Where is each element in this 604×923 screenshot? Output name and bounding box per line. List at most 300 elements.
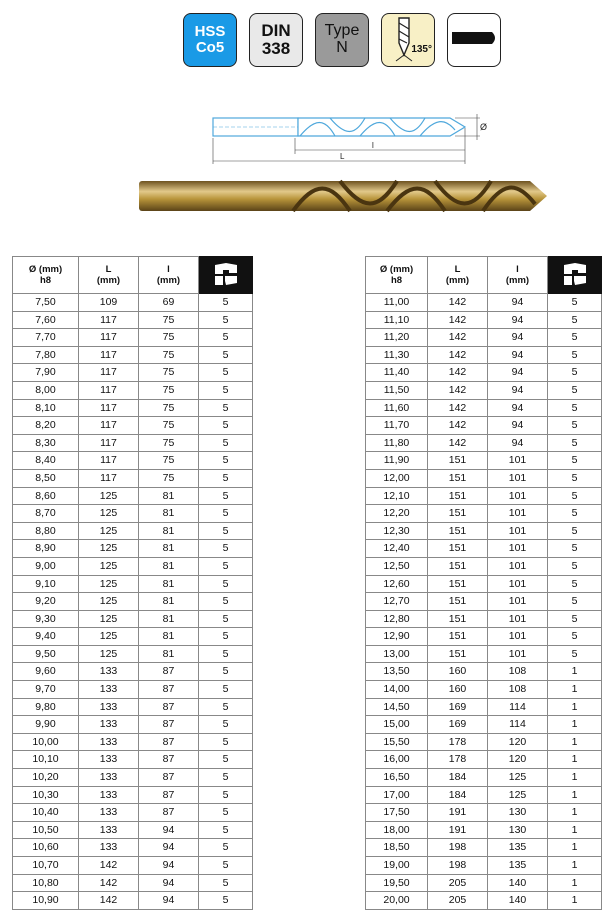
package-qty-cell: 5 bbox=[199, 452, 253, 470]
diameter-cell: 11,00 bbox=[366, 294, 428, 312]
total-length-cell: 125 bbox=[79, 557, 139, 575]
total-length-cell: 125 bbox=[79, 575, 139, 593]
table-row bbox=[13, 311, 253, 329]
package-qty-cell: 5 bbox=[199, 892, 253, 910]
flute-length-cell: 120 bbox=[488, 733, 548, 751]
total-length-header: L (mm) bbox=[428, 257, 488, 294]
diameter-cell: 11,60 bbox=[366, 399, 428, 417]
table-row bbox=[366, 663, 602, 681]
flute-length-cell: 101 bbox=[488, 645, 548, 663]
package-qty-cell: 5 bbox=[199, 505, 253, 523]
package-qty-cell: 5 bbox=[548, 593, 602, 611]
package-header bbox=[199, 257, 253, 294]
table-row bbox=[366, 892, 602, 910]
package-qty-cell: 5 bbox=[199, 681, 253, 699]
diameter-cell: 8,40 bbox=[13, 452, 79, 470]
total-length-cell: 151 bbox=[428, 628, 488, 646]
table-row bbox=[366, 733, 602, 751]
flute-length-cell: 101 bbox=[488, 610, 548, 628]
total-length-cell: 169 bbox=[428, 716, 488, 734]
total-length-cell: 151 bbox=[428, 487, 488, 505]
package-qty-cell: 5 bbox=[548, 346, 602, 364]
size-table-right bbox=[365, 256, 602, 910]
total-length-cell: 133 bbox=[79, 733, 139, 751]
material-line2: Co5 bbox=[195, 39, 225, 56]
total-length-cell: 178 bbox=[428, 733, 488, 751]
package-qty-cell: 1 bbox=[548, 874, 602, 892]
total-length-cell: 133 bbox=[79, 698, 139, 716]
package-qty-cell: 5 bbox=[548, 522, 602, 540]
table-row bbox=[13, 786, 253, 804]
table-row bbox=[366, 593, 602, 611]
flute-length-cell: 94 bbox=[139, 839, 199, 857]
table-row bbox=[366, 469, 602, 487]
diameter-cell: 9,90 bbox=[13, 716, 79, 734]
total-length-cell: 133 bbox=[79, 681, 139, 699]
flute-length-cell: 114 bbox=[488, 716, 548, 734]
diameter-cell: 11,10 bbox=[366, 311, 428, 329]
diameter-cell: 9,50 bbox=[13, 645, 79, 663]
total-length-cell: 125 bbox=[79, 628, 139, 646]
table-row bbox=[13, 540, 253, 558]
diameter-cell: 9,70 bbox=[13, 681, 79, 699]
package-qty-cell: 5 bbox=[548, 557, 602, 575]
total-length-cell: 169 bbox=[428, 698, 488, 716]
table-row bbox=[366, 645, 602, 663]
total-length-cell: 151 bbox=[428, 557, 488, 575]
total-length-cell: 117 bbox=[79, 434, 139, 452]
diameter-cell: 9,40 bbox=[13, 628, 79, 646]
total-length-cell: 133 bbox=[79, 769, 139, 787]
total-length-cell: 151 bbox=[428, 469, 488, 487]
flute-length-cell: 135 bbox=[488, 839, 548, 857]
table-header-row bbox=[366, 257, 602, 294]
flute-length-cell: 75 bbox=[139, 452, 199, 470]
diameter-cell: 12,90 bbox=[366, 628, 428, 646]
flute-length-cell: 94 bbox=[139, 874, 199, 892]
package-qty-cell: 1 bbox=[548, 769, 602, 787]
package-qty-cell: 5 bbox=[548, 575, 602, 593]
flute-length-cell: 94 bbox=[139, 857, 199, 875]
package-qty-cell: 5 bbox=[199, 804, 253, 822]
package-qty-cell: 5 bbox=[199, 294, 253, 312]
table-row bbox=[13, 751, 253, 769]
flute-length-cell: 81 bbox=[139, 575, 199, 593]
package-qty-cell: 5 bbox=[199, 434, 253, 452]
total-length-cell: 117 bbox=[79, 399, 139, 417]
diameter-cell: 8,70 bbox=[13, 505, 79, 523]
package-qty-cell: 5 bbox=[199, 311, 253, 329]
flute-length-cell: 75 bbox=[139, 399, 199, 417]
package-qty-cell: 5 bbox=[199, 593, 253, 611]
diameter-cell: 13,50 bbox=[366, 663, 428, 681]
package-qty-cell: 5 bbox=[199, 733, 253, 751]
total-length-cell: 151 bbox=[428, 575, 488, 593]
flute-length-dimension: l bbox=[372, 141, 374, 150]
package-qty-cell: 5 bbox=[199, 628, 253, 646]
diameter-cell: 12,10 bbox=[366, 487, 428, 505]
diameter-cell: 11,30 bbox=[366, 346, 428, 364]
package-qty-cell: 5 bbox=[548, 469, 602, 487]
flute-length-cell: 108 bbox=[488, 681, 548, 699]
flute-length-cell: 101 bbox=[488, 628, 548, 646]
flute-length-cell: 125 bbox=[488, 786, 548, 804]
flute-length-cell: 94 bbox=[488, 294, 548, 312]
table-row bbox=[366, 417, 602, 435]
table-row bbox=[13, 610, 253, 628]
diameter-cell: 12,30 bbox=[366, 522, 428, 540]
package-qty-cell: 1 bbox=[548, 821, 602, 839]
total-length-header: L (mm) bbox=[79, 257, 139, 294]
flute-length-cell: 81 bbox=[139, 487, 199, 505]
flute-length-cell: 87 bbox=[139, 716, 199, 734]
flute-length-cell: 81 bbox=[139, 628, 199, 646]
diameter-cell: 9,20 bbox=[13, 593, 79, 611]
package-qty-cell: 5 bbox=[199, 575, 253, 593]
diameter-cell: 9,30 bbox=[13, 610, 79, 628]
diameter-cell: 13,00 bbox=[366, 645, 428, 663]
total-length-cell: 151 bbox=[428, 452, 488, 470]
type-line1: Type bbox=[324, 22, 360, 40]
diameter-cell: 19,50 bbox=[366, 874, 428, 892]
table-row bbox=[13, 505, 253, 523]
flute-length-cell: 94 bbox=[139, 892, 199, 910]
flute-length-header: l (mm) bbox=[488, 257, 548, 294]
package-qty-cell: 5 bbox=[199, 469, 253, 487]
flute-length-cell: 75 bbox=[139, 434, 199, 452]
package-qty-cell: 5 bbox=[199, 487, 253, 505]
flute-length-cell: 94 bbox=[488, 381, 548, 399]
total-length-cell: 142 bbox=[428, 417, 488, 435]
total-length-cell: 133 bbox=[79, 821, 139, 839]
point-angle-value: 135° bbox=[411, 43, 432, 55]
flute-length-cell: 94 bbox=[488, 364, 548, 382]
diameter-cell: 18,50 bbox=[366, 839, 428, 857]
table-row bbox=[366, 839, 602, 857]
size-table-left bbox=[12, 256, 253, 910]
diameter-cell: 10,70 bbox=[13, 857, 79, 875]
package-quantity-icon bbox=[561, 261, 589, 287]
flute-length-cell: 69 bbox=[139, 294, 199, 312]
diameter-cell: 11,90 bbox=[366, 452, 428, 470]
flute-length-cell: 101 bbox=[488, 469, 548, 487]
flute-length-cell: 101 bbox=[488, 505, 548, 523]
type-badge bbox=[315, 13, 369, 67]
flute-length-cell: 101 bbox=[488, 557, 548, 575]
diameter-cell: 10,90 bbox=[13, 892, 79, 910]
material-line1: HSS bbox=[194, 23, 226, 41]
drill-photo bbox=[135, 174, 555, 218]
diameter-cell: 18,00 bbox=[366, 821, 428, 839]
total-length-cell: 205 bbox=[428, 892, 488, 910]
total-length-cell: 151 bbox=[428, 540, 488, 558]
table-row bbox=[13, 698, 253, 716]
total-length-cell: 142 bbox=[79, 857, 139, 875]
diameter-cell: 11,70 bbox=[366, 417, 428, 435]
total-length-cell: 133 bbox=[79, 751, 139, 769]
table-row bbox=[366, 540, 602, 558]
diameter-cell: 17,50 bbox=[366, 804, 428, 822]
diameter-cell: 14,50 bbox=[366, 698, 428, 716]
flute-length-cell: 101 bbox=[488, 593, 548, 611]
total-length-cell: 151 bbox=[428, 610, 488, 628]
package-qty-cell: 1 bbox=[548, 698, 602, 716]
table-row bbox=[366, 557, 602, 575]
package-qty-cell: 5 bbox=[199, 381, 253, 399]
diameter-cell: 9,00 bbox=[13, 557, 79, 575]
package-qty-cell: 5 bbox=[548, 628, 602, 646]
table-row bbox=[366, 681, 602, 699]
package-qty-cell: 1 bbox=[548, 751, 602, 769]
table-row bbox=[366, 751, 602, 769]
table-row bbox=[13, 681, 253, 699]
package-qty-cell: 5 bbox=[548, 399, 602, 417]
diameter-dimension: Ø bbox=[480, 122, 488, 132]
total-length-cell: 117 bbox=[79, 311, 139, 329]
total-length-cell: 142 bbox=[428, 329, 488, 347]
table-row bbox=[366, 434, 602, 452]
package-qty-cell: 5 bbox=[199, 364, 253, 382]
diameter-cell: 16,50 bbox=[366, 769, 428, 787]
table-row bbox=[366, 857, 602, 875]
table-row bbox=[366, 874, 602, 892]
table-header-row bbox=[13, 257, 253, 294]
package-qty-cell: 5 bbox=[548, 417, 602, 435]
table-row bbox=[366, 487, 602, 505]
package-qty-cell: 5 bbox=[548, 487, 602, 505]
package-qty-cell: 5 bbox=[199, 329, 253, 347]
flute-length-cell: 125 bbox=[488, 769, 548, 787]
flute-length-cell: 87 bbox=[139, 804, 199, 822]
table-row bbox=[13, 874, 253, 892]
table-row bbox=[13, 364, 253, 382]
total-length-cell: 160 bbox=[428, 663, 488, 681]
diameter-cell: 11,40 bbox=[366, 364, 428, 382]
table-row bbox=[366, 628, 602, 646]
diameter-cell: 9,60 bbox=[13, 663, 79, 681]
total-length-cell: 117 bbox=[79, 329, 139, 347]
diameter-cell: 7,60 bbox=[13, 311, 79, 329]
total-length-cell: 117 bbox=[79, 364, 139, 382]
shank-badge bbox=[447, 13, 501, 67]
table-row bbox=[366, 610, 602, 628]
table-row bbox=[366, 804, 602, 822]
total-length-cell: 160 bbox=[428, 681, 488, 699]
table-row bbox=[13, 593, 253, 611]
drill-point-angle-icon bbox=[383, 15, 433, 65]
package-qty-cell: 5 bbox=[199, 399, 253, 417]
flute-length-cell: 130 bbox=[488, 804, 548, 822]
package-qty-cell: 5 bbox=[199, 874, 253, 892]
diameter-header: Ø (mm) h8 bbox=[13, 257, 79, 294]
diameter-cell: 15,00 bbox=[366, 716, 428, 734]
total-length-cell: 142 bbox=[428, 434, 488, 452]
table-row bbox=[366, 505, 602, 523]
flute-length-cell: 81 bbox=[139, 522, 199, 540]
table-row bbox=[13, 469, 253, 487]
total-length-cell: 117 bbox=[79, 417, 139, 435]
package-qty-cell: 5 bbox=[199, 839, 253, 857]
table-row bbox=[13, 663, 253, 681]
total-length-cell: 133 bbox=[79, 839, 139, 857]
diameter-cell: 11,50 bbox=[366, 381, 428, 399]
diameter-cell: 20,00 bbox=[366, 892, 428, 910]
package-qty-cell: 1 bbox=[548, 681, 602, 699]
flute-length-cell: 87 bbox=[139, 681, 199, 699]
table-row bbox=[366, 786, 602, 804]
flute-length-cell: 94 bbox=[488, 434, 548, 452]
table-row bbox=[13, 294, 253, 312]
package-qty-cell: 5 bbox=[199, 610, 253, 628]
diameter-cell: 10,20 bbox=[13, 769, 79, 787]
diameter-cell: 10,40 bbox=[13, 804, 79, 822]
package-qty-cell: 5 bbox=[199, 821, 253, 839]
flute-length-cell: 81 bbox=[139, 645, 199, 663]
package-qty-cell: 5 bbox=[548, 434, 602, 452]
total-length-cell: 151 bbox=[428, 593, 488, 611]
package-qty-cell: 5 bbox=[199, 540, 253, 558]
package-qty-cell: 1 bbox=[548, 733, 602, 751]
package-qty-cell: 5 bbox=[199, 663, 253, 681]
total-length-cell: 198 bbox=[428, 839, 488, 857]
diameter-cell: 12,20 bbox=[366, 505, 428, 523]
diameter-cell: 7,50 bbox=[13, 294, 79, 312]
table-row bbox=[366, 329, 602, 347]
diameter-cell: 7,90 bbox=[13, 364, 79, 382]
flute-length-cell: 101 bbox=[488, 487, 548, 505]
diameter-cell: 9,80 bbox=[13, 698, 79, 716]
package-qty-cell: 5 bbox=[199, 769, 253, 787]
total-length-cell: 125 bbox=[79, 610, 139, 628]
diameter-cell: 10,60 bbox=[13, 839, 79, 857]
total-length-cell: 191 bbox=[428, 804, 488, 822]
table-row bbox=[13, 417, 253, 435]
diameter-cell: 9,10 bbox=[13, 575, 79, 593]
total-length-cell: 133 bbox=[79, 786, 139, 804]
standard-badge bbox=[249, 13, 303, 67]
type-line2: N bbox=[336, 39, 348, 56]
flute-length-cell: 75 bbox=[139, 329, 199, 347]
diameter-cell: 17,00 bbox=[366, 786, 428, 804]
flute-length-cell: 101 bbox=[488, 452, 548, 470]
table-row bbox=[13, 381, 253, 399]
package-quantity-icon bbox=[212, 261, 240, 287]
diameter-cell: 11,20 bbox=[366, 329, 428, 347]
table-row bbox=[13, 839, 253, 857]
total-length-cell: 109 bbox=[79, 294, 139, 312]
package-qty-cell: 1 bbox=[548, 663, 602, 681]
total-length-cell: 184 bbox=[428, 769, 488, 787]
total-length-cell: 142 bbox=[428, 399, 488, 417]
table-row bbox=[13, 557, 253, 575]
standard-line2: 338 bbox=[261, 39, 291, 58]
flute-length-cell: 81 bbox=[139, 540, 199, 558]
table-row bbox=[13, 769, 253, 787]
total-length-cell: 125 bbox=[79, 505, 139, 523]
package-qty-cell: 5 bbox=[548, 311, 602, 329]
total-length-cell: 142 bbox=[428, 381, 488, 399]
diameter-cell: 8,50 bbox=[13, 469, 79, 487]
total-length-cell: 142 bbox=[428, 311, 488, 329]
diameter-cell: 12,70 bbox=[366, 593, 428, 611]
flute-length-cell: 108 bbox=[488, 663, 548, 681]
flute-length-cell: 75 bbox=[139, 417, 199, 435]
table-row bbox=[13, 329, 253, 347]
table-row bbox=[366, 364, 602, 382]
flute-length-cell: 140 bbox=[488, 874, 548, 892]
table-row bbox=[366, 452, 602, 470]
total-length-cell: 125 bbox=[79, 487, 139, 505]
table-row bbox=[13, 522, 253, 540]
total-length-cell: 133 bbox=[79, 804, 139, 822]
diameter-cell: 12,50 bbox=[366, 557, 428, 575]
flute-length-cell: 81 bbox=[139, 593, 199, 611]
package-qty-cell: 1 bbox=[548, 804, 602, 822]
package-header bbox=[548, 257, 602, 294]
flute-length-cell: 87 bbox=[139, 733, 199, 751]
diameter-cell: 8,30 bbox=[13, 434, 79, 452]
flute-length-cell: 94 bbox=[488, 311, 548, 329]
diameter-cell: 8,90 bbox=[13, 540, 79, 558]
total-length-cell: 133 bbox=[79, 663, 139, 681]
table-row bbox=[13, 821, 253, 839]
package-qty-cell: 5 bbox=[548, 381, 602, 399]
flute-length-cell: 101 bbox=[488, 540, 548, 558]
package-qty-cell: 1 bbox=[548, 716, 602, 734]
diameter-cell: 8,20 bbox=[13, 417, 79, 435]
package-qty-cell: 5 bbox=[548, 505, 602, 523]
table-row bbox=[366, 346, 602, 364]
table-row bbox=[366, 399, 602, 417]
flute-length-cell: 94 bbox=[488, 329, 548, 347]
flute-length-cell: 75 bbox=[139, 364, 199, 382]
cylindrical-shank-icon bbox=[449, 15, 499, 65]
diameter-cell: 7,80 bbox=[13, 346, 79, 364]
material-badge bbox=[183, 13, 237, 67]
diameter-cell: 19,00 bbox=[366, 857, 428, 875]
flute-length-cell: 75 bbox=[139, 381, 199, 399]
total-length-cell: 125 bbox=[79, 540, 139, 558]
package-qty-cell: 5 bbox=[199, 751, 253, 769]
package-qty-cell: 5 bbox=[548, 610, 602, 628]
table-row bbox=[13, 804, 253, 822]
flute-length-cell: 101 bbox=[488, 522, 548, 540]
diameter-cell: 10,10 bbox=[13, 751, 79, 769]
flute-length-cell: 114 bbox=[488, 698, 548, 716]
table-row bbox=[13, 716, 253, 734]
flute-length-cell: 135 bbox=[488, 857, 548, 875]
package-qty-cell: 5 bbox=[199, 857, 253, 875]
table-row bbox=[13, 892, 253, 910]
flute-length-cell: 81 bbox=[139, 505, 199, 523]
diameter-cell: 12,80 bbox=[366, 610, 428, 628]
flute-length-cell: 87 bbox=[139, 698, 199, 716]
flute-length-cell: 130 bbox=[488, 821, 548, 839]
package-qty-cell: 5 bbox=[548, 452, 602, 470]
table-row bbox=[13, 346, 253, 364]
package-qty-cell: 1 bbox=[548, 857, 602, 875]
total-length-cell: 184 bbox=[428, 786, 488, 804]
total-length-cell: 151 bbox=[428, 522, 488, 540]
package-qty-cell: 5 bbox=[548, 540, 602, 558]
table-row bbox=[13, 399, 253, 417]
total-length-cell: 198 bbox=[428, 857, 488, 875]
table-row bbox=[366, 311, 602, 329]
table-row bbox=[13, 857, 253, 875]
flute-length-cell: 81 bbox=[139, 557, 199, 575]
diameter-cell: 8,00 bbox=[13, 381, 79, 399]
diameter-cell: 14,00 bbox=[366, 681, 428, 699]
